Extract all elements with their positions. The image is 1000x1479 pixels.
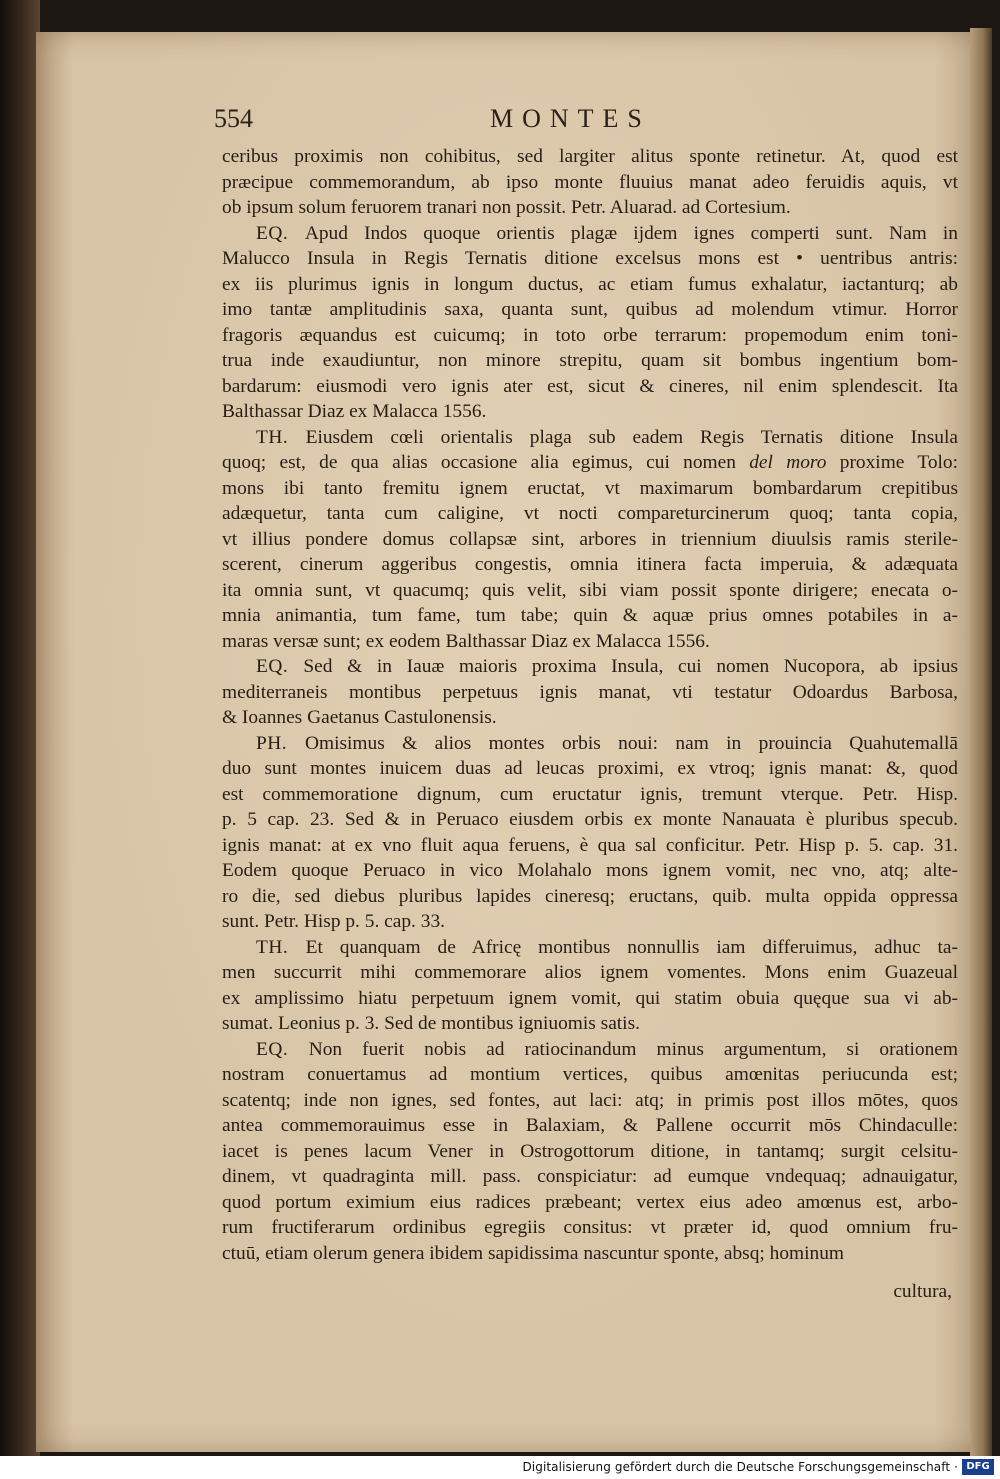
book-edge-right: [970, 28, 992, 1458]
speaker-label: EQ.: [256, 222, 305, 244]
text-line: mons ibi tanto fremitu ignem eructat, vt maximarum bombardarum crepitibus: [222, 477, 958, 499]
funding-credit: Digitalisierung gefördert durch die Deutsche Forschungsgemeinschaft ·: [522, 1460, 958, 1474]
text-line: antea commemorauimus esse in Balaxiam, & Pallene occurrit mōs Chindaculle:: [222, 1115, 958, 1136]
dfg-logo: DFG: [962, 1459, 994, 1475]
text-line: est commemoratione dignum, cum eructatur ignis, tremunt vterque. Petr. Hisp.: [222, 783, 958, 805]
text-line: scatentq; inde non ignes, sed fontes, aut laci: atq; in primis post illos mōtes, quos: [222, 1089, 958, 1111]
text-line: ita omnia sunt, vt quacumq; quis velit, sibi viam possit sponte dirigere; enecata o-: [222, 579, 958, 601]
text-line: iacet is penes lacum Vener in Ostrogottorum ditione, in tantamq; surgit celsitu-: [222, 1140, 958, 1162]
running-head: MONTES: [490, 104, 651, 133]
body-text: [222, 144, 958, 1266]
book-binding-left: [0, 0, 40, 1460]
paragraph: [222, 935, 958, 1037]
text-line: imo tantæ amplitudinis saxa, quanta sunt, quibus ad molendum vtimur. Horror: [222, 299, 958, 320]
text-line: & Ioannes Gaetanus Castulonensis.: [222, 707, 497, 728]
text-line: EQ. Apud Indos quoque orientis plagæ ijdem ignes comperti sunt. Nam in: [256, 222, 958, 244]
italic-text: del moro: [749, 452, 827, 473]
text-line: fragoris æquandus est cuicumq; in toto orbe terrarum: propemodum enim toni-: [222, 324, 958, 346]
paragraph: [222, 221, 958, 425]
text-line: ceribus proximis non cohibitus, sed largiter alitus sponte retinetur. At, quod est: [222, 146, 958, 167]
catchword: cultura,: [893, 1281, 952, 1302]
text-line: ob ipsum solum feruorem tranari non possit. Petr. Aluarad. ad Cortesium.: [222, 197, 791, 218]
text-line: Malucco Insula in Regis Ternatis ditione excelsus mons est • uentribus antris:: [222, 248, 958, 269]
paragraph: [222, 425, 958, 655]
text-line: ignis manat: at ex vno fluit aqua feruens, è qua sal conficitur. Petr. Hisp p. 5. cap. 31.: [222, 834, 958, 856]
text-line: p. 5 cap. 23. Sed & in Peruaco eiusdem orbis ex monte Nanauata è pluribus specub.: [222, 809, 958, 830]
text-line: TH. Et quanquam de Africę montibus nonnullis iam differuimus, adhuc ta-: [256, 936, 958, 958]
text-line: duo sunt montes inuicem duas ad leucas proximi, ex vtroq; ignis manat: &, quod: [222, 758, 958, 779]
text-line: sunt. Petr. Hisp p. 5. cap. 33.: [222, 911, 445, 932]
speaker-label: TH.: [256, 426, 306, 448]
text-line: ro die, sed diebus pluribus lapides cineresq; eructans, quib. multa oppida oppressa: [222, 885, 958, 907]
text-line: trua inde exaudiuntur, non minore strepitu, quam sit bombus ingentium bom-: [222, 350, 958, 371]
text-line: ex amplissimo hiatu perpetuum ignem vomit, qui statim obuia quęque sua vi ab-: [222, 987, 958, 1009]
text-line: mnia animantia, tum fame, tum tabe; quin & aquæ prius omnes potabiles in a-: [222, 605, 958, 626]
text-line: bardarum: eiusmodi vero ignis ater est, sicut & cineres, nil enim splendescit. Ita: [222, 375, 958, 397]
paragraph: [222, 731, 958, 935]
text-line: PH. Omisimus & alios montes orbis noui: nam in prouincia Quahutemallā: [256, 732, 958, 754]
text-line: scerent, cinerum aggeribus congestis, omnia itinera facta imperuia, & adæquata: [222, 554, 958, 575]
text-line: EQ. Sed & in Iauæ maioris proxima Insula, cui nomen Nucopora, ab ipsius: [256, 656, 958, 677]
text-line: Balthassar Diaz ex Malacca 1556.: [222, 401, 487, 422]
paragraph: [222, 1037, 958, 1267]
text-line: mediterraneis montibus perpetuus ignis manat, vti testatur Odoardus Barbosa,: [222, 681, 958, 703]
speaker-label: EQ.: [256, 656, 304, 677]
text-line: rum fructiferarum ordinibus egregiis consitus: vt præter id, quod omnium fru-: [222, 1217, 958, 1238]
text-line: quod portum eximium eius radices præbeant; vertex eius adeo amœnus est, arbo-: [222, 1191, 958, 1213]
text-line: nostram conuertamus ad montium vertices, quibus amœnitas periucunda est;: [222, 1064, 958, 1085]
text-line: TH. Eiusdem cœli orientalis plaga sub eadem Regis Ternatis ditione Insula: [256, 426, 958, 448]
paragraph: [222, 144, 958, 221]
text-line: maras versæ sunt; ex eodem Balthassar Diaz ex Malacca 1556.: [222, 630, 710, 652]
speaker-label: TH.: [256, 936, 306, 958]
text-line: men succurrit mihi commemorare alios ignem vomentes. Mons enim Guazeual: [222, 962, 958, 983]
text-line: ctuū, etiam olerum genera ibidem sapidissima nascuntur sponte, absq; hominum: [222, 1242, 844, 1264]
text-line: sumat. Leonius p. 3. Sed de montibus igniuomis satis.: [222, 1013, 640, 1034]
text-line: ex iis plurimus ignis in longum ductus, ac etiam fumus exhalatur, iactanturq; ab: [222, 273, 958, 295]
text-line: præcipue commemorandum, ab ipso monte fluuius manat adeo feruidis aquis, vt: [222, 171, 958, 193]
text-line: vt illius pondere domus collapsæ sint, arbores in triennium diuulsis ramis sterile-: [222, 528, 958, 550]
speaker-label: EQ.: [256, 1038, 309, 1060]
paragraph: [222, 654, 958, 731]
text-line: EQ. Non fuerit nobis ad ratiocinandum minus argumentum, si orationem: [256, 1038, 958, 1060]
text-line: dinem, vt quadraginta mill. pass. conspiciatur: ad eumque vndequaq; adnauigatur,: [222, 1166, 958, 1187]
text-line: adæquetur, tanta cum caligine, vt nocti compareturcinerum quoq; tanta copia,: [222, 503, 958, 524]
speaker-label: PH.: [256, 732, 306, 754]
text-line: quoq; est, de qua alias occasione alia egimus, cui nomen del moro proxime Tolo:: [222, 452, 958, 473]
page-number: 554: [214, 104, 253, 133]
text-line: Eodem quoque Peruaco in vico Molahalo mons ignem vomit, nec vno, atq; alte-: [222, 860, 958, 881]
